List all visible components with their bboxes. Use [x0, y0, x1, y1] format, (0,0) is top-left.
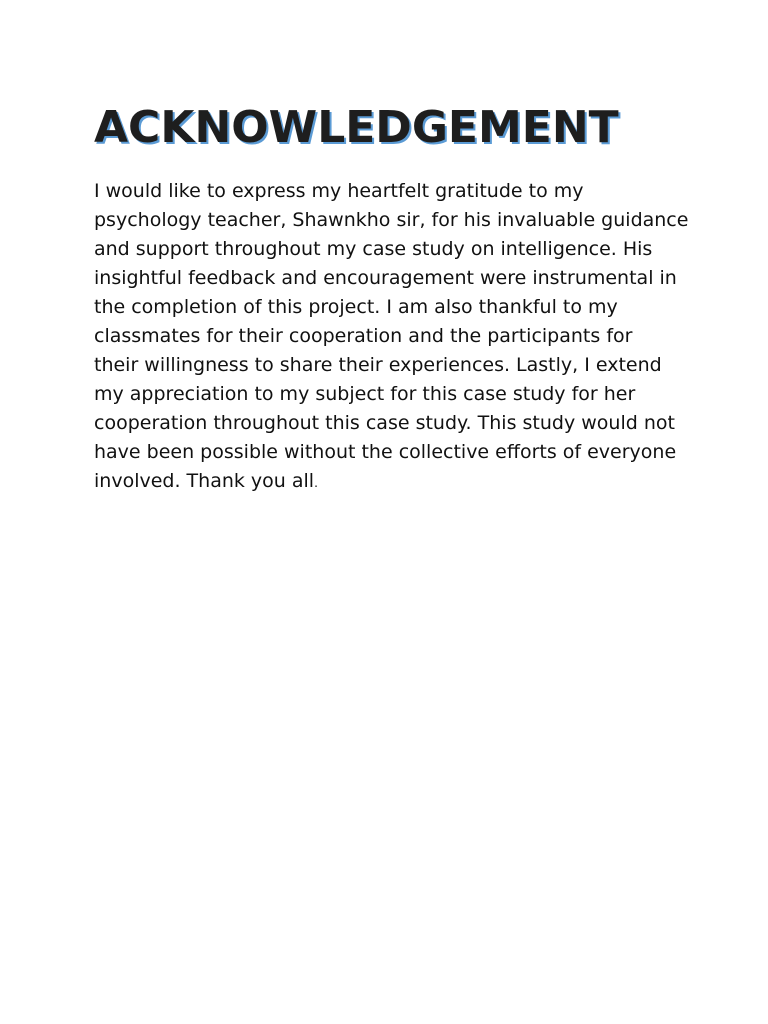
paragraph-last-line-text: involved. Thank you all: [94, 470, 315, 492]
acknowledgement-paragraph: [94, 177, 689, 498]
paragraph-line: insightful feedback and encouragement were instrumental in: [94, 267, 677, 289]
paragraph-end-period: .: [314, 476, 318, 490]
paragraph-line: my appreciation to my subject for this case study for her: [94, 383, 636, 405]
paragraph-line: classmates for their cooperation and the participants for: [94, 325, 633, 347]
paragraph-line: have been possible without the collective efforts of everyone: [94, 441, 677, 463]
paragraph-line: psychology teacher, Shawnkho sir, for his invaluable guidance: [94, 209, 689, 231]
paragraph-last-line: [94, 467, 684, 498]
page-title: ACKNOWLEDGEMENT: [94, 102, 619, 153]
paragraph-line: their willingness to share their experiences. Lastly, I extend: [94, 354, 662, 376]
paragraph-line: cooperation throughout this case study. This study would not: [94, 412, 675, 434]
paragraph-line: I would like to express my heartfelt gratitude to my: [94, 180, 584, 202]
paragraph-line: and support throughout my case study on intelligence. His: [94, 238, 653, 260]
paragraph-line: the completion of this project. I am also thankful to my: [94, 296, 618, 318]
